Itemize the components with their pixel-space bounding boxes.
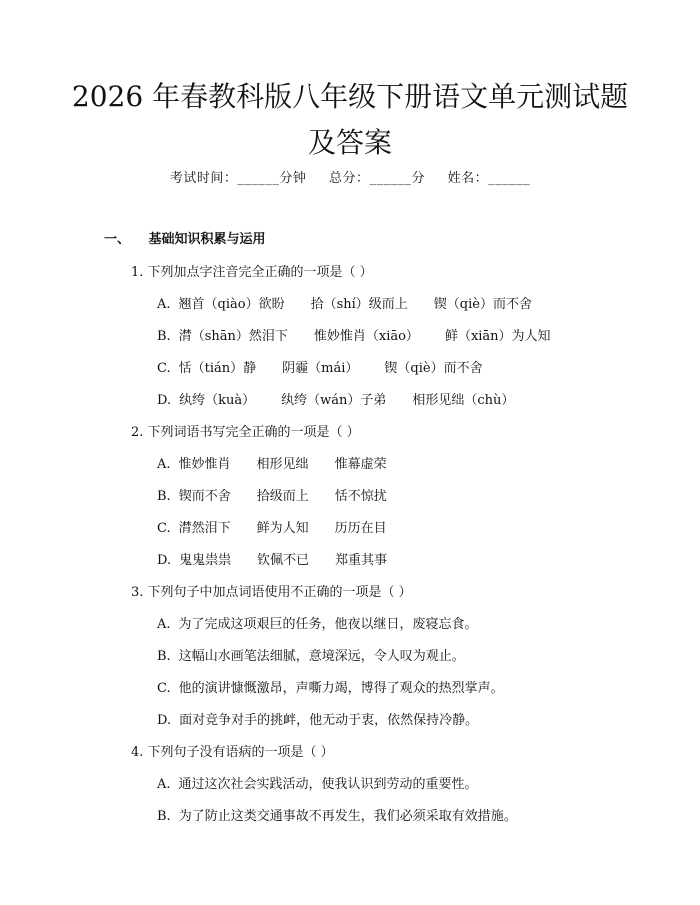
question-3-option-a: [157, 613, 478, 632]
option-item: 潸（shān）然泪下: [178, 329, 288, 344]
option-item: 锲（qiè）而不舍: [433, 297, 532, 312]
option-item: 纨绔（kuà）: [179, 393, 256, 408]
option-letter: A.: [157, 457, 171, 472]
question-2-option-a: [157, 453, 413, 472]
option-item: 恬（tián）静: [178, 361, 257, 376]
option-text: 为了防止这类交通事故不再发生，我们必须采取有效措施。: [178, 809, 517, 824]
exam-score: 总分：______分: [328, 171, 425, 186]
exam-name: 姓名：______: [447, 171, 531, 186]
question-3-option-b: [157, 645, 465, 664]
section-heading: [104, 228, 266, 247]
option-item: 锲而不舍: [178, 489, 231, 504]
option-letter: A.: [157, 617, 171, 632]
option-item: 郑重其事: [335, 553, 388, 568]
exam-time: 考试时间：______分钟: [169, 171, 307, 186]
option-item: 拾级而上: [256, 489, 309, 504]
option-letter: C.: [157, 361, 171, 376]
option-text: 他的演讲慷慨激昂，声嘶力竭，博得了观众的热烈掌声。: [178, 681, 504, 696]
question-2-option-b: [157, 485, 413, 504]
question-1-option-d: [157, 389, 540, 408]
option-item: 鲜（xiān）为人知: [444, 329, 551, 344]
option-letter: B.: [157, 649, 171, 664]
question-4-option-a: [157, 773, 478, 792]
option-item: 潸然泪下: [178, 521, 231, 536]
question-4-option-b: [157, 805, 517, 824]
option-item: 历历在目: [334, 521, 387, 536]
question-3-option-c: [157, 677, 504, 696]
question-2-option-c: [157, 517, 413, 536]
option-item: 纨绔（wán）子弟: [281, 393, 387, 408]
question-2-option-d: [157, 549, 413, 568]
option-item: 相形见绌（chù）: [412, 393, 515, 408]
option-letter: B.: [157, 329, 171, 344]
option-letter: D.: [157, 553, 172, 568]
title-line-2: 及答案: [307, 126, 392, 159]
option-item: 翘首（qiào）欲盼: [178, 297, 285, 312]
option-item: 阴霾（mái）: [282, 361, 359, 376]
option-item: 惟幕虚荣: [334, 457, 387, 472]
section-number: 一、: [104, 232, 131, 247]
option-letter: B.: [157, 809, 171, 824]
option-letter: A.: [157, 297, 171, 312]
question-1-stem: 1. 下列加点字注音完全正确的一项是（ ）: [131, 265, 373, 280]
question-1-option-b: [157, 325, 577, 344]
option-item: 拾（shí）级而上: [310, 297, 408, 312]
question-2-stem: 2. 下列词语书写完全正确的一项是（ ）: [131, 425, 360, 440]
option-item: 惟妙惟肖（xiāo）: [313, 329, 419, 344]
option-item: 鬼鬼祟祟: [179, 553, 232, 568]
question-3-option-d: [157, 709, 478, 728]
option-item: 钦佩不已: [257, 553, 310, 568]
option-item: 鲜为人知: [256, 521, 309, 536]
section-title: 基础知识积累与运用: [148, 232, 266, 247]
option-letter: B.: [157, 489, 171, 504]
option-text: 面对竞争对手的挑衅，他无动于衷，依然保持冷静。: [179, 713, 479, 728]
option-item: 相形见绌: [256, 457, 309, 472]
option-letter: D.: [157, 713, 172, 728]
option-letter: C.: [157, 521, 171, 536]
question-1-option-a: [157, 293, 558, 312]
question-3-stem: 3. 下列句子中加点词语使用不正确的一项是（ ）: [131, 585, 412, 600]
option-text: 为了完成这项艰巨的任务，他夜以继日，废寝忘食。: [178, 617, 478, 632]
option-item: 恬不惊扰: [334, 489, 387, 504]
option-text: 通过这次社会实践活动，使我认识到劳动的重要性。: [178, 777, 478, 792]
option-item: 惟妙惟肖: [178, 457, 231, 472]
option-text: 这幅山水画笔法细腻，意境深远，令人叹为观止。: [178, 649, 465, 664]
option-letter: D.: [157, 393, 172, 408]
option-letter: C.: [157, 681, 171, 696]
question-1-option-c: [157, 357, 509, 376]
title-line-1: 2026 年春教科版八年级下册语文单元测试题: [71, 80, 629, 113]
option-item: 锲（qiè）而不舍: [384, 361, 483, 376]
page-title: [0, 74, 700, 166]
exam-meta: [0, 167, 700, 186]
option-letter: A.: [157, 777, 171, 792]
question-4-stem: 4. 下列句子没有语病的一项是（ ）: [131, 745, 334, 760]
